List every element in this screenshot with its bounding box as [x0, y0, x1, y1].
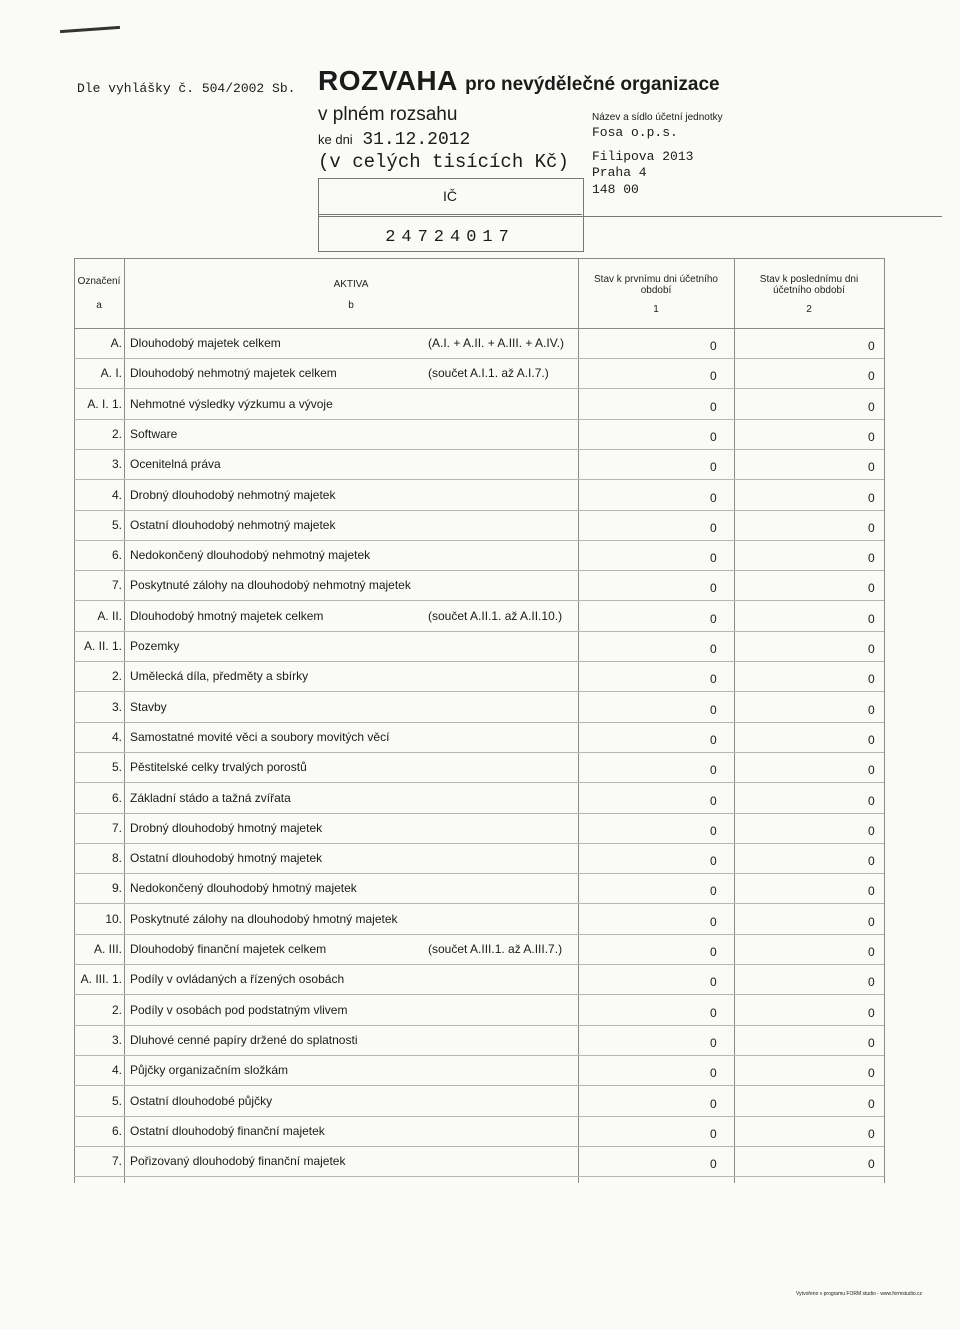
table-row	[74, 601, 884, 632]
table-row	[74, 722, 884, 753]
row-code: 4.	[111, 729, 122, 744]
row-code: 3.	[111, 457, 122, 472]
entity-label: Název a sídlo účetní jednotky	[592, 112, 723, 123]
row-formula: (A.I. + A.II. + A.III. + A.IV.)	[428, 336, 564, 350]
ico-divider	[318, 214, 582, 215]
units-note: (v celých tisících Kč)	[318, 151, 569, 173]
row-code: A. I. 1.	[87, 396, 122, 411]
table-row	[74, 1146, 884, 1177]
row-label: Nehmotné výsledky výzkumu a vývoje	[130, 396, 333, 411]
row-code: 4.	[111, 1063, 122, 1078]
document-scope: v plném rozsahu	[318, 104, 458, 125]
row-value-first: 0	[710, 399, 717, 414]
row-label: Drobný dlouhodobý nehmotný majetek	[130, 487, 336, 502]
row-label: Samostatné movité věci a soubory movitých věcí	[130, 729, 390, 744]
row-value-first: 0	[710, 763, 717, 778]
row-label: Umělecká díla, předměty a sbírky	[130, 669, 309, 684]
row-code: 3.	[111, 699, 122, 714]
row-value-last: 0	[868, 702, 875, 717]
row-value-first: 0	[710, 581, 717, 596]
row-value-first: 0	[710, 854, 717, 869]
row-code: 7.	[111, 820, 122, 835]
row-value-last: 0	[868, 429, 875, 444]
row-code: 4.	[111, 487, 122, 502]
row-label: Drobný dlouhodobý hmotný majetek	[130, 820, 323, 835]
row-value-last: 0	[868, 490, 875, 505]
row-value-last: 0	[868, 460, 875, 475]
col-name-title: AKTIVA	[333, 279, 369, 290]
ico-label: IČ	[443, 188, 457, 204]
table-row	[74, 480, 884, 511]
col-first-sub: 1	[653, 304, 659, 315]
table-row	[74, 389, 884, 420]
row-code: 2.	[111, 426, 122, 441]
row-label: Ostatní dlouhodobý nehmotný majetek	[130, 517, 336, 532]
ico-value: 24724017	[385, 228, 515, 247]
row-code: A. II.	[97, 608, 122, 623]
row-code: A. II. 1.	[83, 639, 122, 653]
col-last-sub: 2	[806, 304, 812, 315]
row-value-first: 0	[710, 884, 717, 899]
row-label: Dlouhodobý majetek celkem	[130, 336, 281, 350]
row-label: Ostatní dlouhodobý hmotný majetek	[130, 851, 323, 866]
row-value-first: 0	[710, 642, 717, 656]
table-row	[74, 449, 884, 480]
header-rule	[318, 216, 942, 217]
row-code: 2.	[111, 1002, 122, 1017]
row-value-first: 0	[710, 823, 717, 838]
row-label: Pořizovaný dlouhodobý finanční majetek	[130, 1154, 346, 1169]
document-title	[318, 65, 720, 97]
row-value-first: 0	[710, 1126, 717, 1141]
table-row	[74, 570, 884, 601]
table-row	[74, 995, 884, 1026]
row-code: 5.	[111, 760, 122, 775]
row-code: A.	[110, 336, 122, 350]
row-label: Základní stádo a tažná zvířata	[130, 790, 291, 805]
entity-zip: 148 00	[592, 181, 639, 197]
row-value-last: 0	[868, 520, 875, 535]
table-top-border	[74, 258, 884, 259]
row-label: Nedokončený dlouhodobý nehmotný majetek	[130, 548, 371, 563]
row-value-last: 0	[868, 1096, 875, 1111]
row-label: Ostatní dlouhodobý finanční majetek	[130, 1123, 325, 1138]
row-label: Dluhové cenné papíry držené do splatnosti	[130, 1032, 358, 1047]
row-code: A. I.	[100, 366, 122, 381]
table-row	[74, 661, 884, 692]
col-code-title: Označení	[77, 276, 121, 287]
row-label: Pozemky	[130, 639, 180, 653]
row-value-last: 0	[868, 672, 875, 687]
row-formula: (součet A.III.1. až A.III.7.)	[428, 942, 563, 956]
row-value-first: 0	[710, 672, 717, 687]
row-value-last: 0	[868, 369, 875, 384]
row-value-first: 0	[710, 490, 717, 505]
table-row	[74, 813, 884, 844]
row-label: Dlouhodobý nehmotný majetek celkem	[130, 366, 337, 381]
row-code: 5.	[111, 1093, 122, 1108]
date-label: ke dni	[318, 132, 353, 147]
row-label: Půjčky organizačním složkám	[130, 1063, 289, 1078]
table-row	[74, 873, 884, 904]
row-label: Poskytnuté zálohy na dlouhodobý hmotný majetek	[130, 911, 398, 926]
row-code: A. III. 1.	[80, 972, 122, 987]
title-rest: pro nevýdělečné organizace	[465, 74, 720, 95]
table-row	[74, 1116, 884, 1147]
row-code: 7.	[111, 1154, 122, 1169]
row-label: Podíly v osobách pod podstatným vlivem	[130, 1002, 348, 1017]
entity-street: Filipova 2013	[592, 148, 694, 164]
row-label: Poskytnuté zálohy na dlouhodobý nehmotný majetek	[130, 578, 411, 593]
row-formula: (součet A.I.1. až A.I.7.)	[428, 366, 549, 381]
row-value-first: 0	[710, 975, 717, 990]
entity-block	[592, 125, 693, 198]
row-formula: (součet A.II.1. až A.II.10.)	[428, 608, 563, 623]
table-row	[74, 904, 884, 935]
row-value-last: 0	[868, 399, 875, 414]
row-label: Ostatní dlouhodobé půjčky	[130, 1093, 273, 1108]
row-value-first: 0	[710, 1005, 717, 1020]
row-value-last: 0	[868, 823, 875, 838]
row-value-last: 0	[868, 1005, 875, 1020]
row-value-last: 0	[868, 611, 875, 626]
table-row	[74, 358, 884, 389]
row-value-first: 0	[710, 369, 717, 384]
row-code: 10.	[105, 911, 122, 926]
table-row	[74, 752, 884, 783]
entity-city: Praha 4	[592, 165, 647, 180]
row-value-last: 0	[868, 1157, 875, 1172]
entity-name: Fosa o.p.s.	[592, 125, 678, 140]
row-value-first: 0	[710, 520, 717, 535]
row-code: 8.	[111, 851, 122, 866]
row-value-last: 0	[868, 1066, 875, 1081]
row-value-first: 0	[710, 460, 717, 475]
col-first-title: Stav k prvnímu dni účetního období	[594, 274, 718, 296]
table-row	[74, 510, 884, 541]
row-code: 6.	[111, 1123, 122, 1138]
table-row	[74, 419, 884, 450]
col-last-title: Stav k poslednímu dni účetního období	[759, 274, 859, 296]
row-code: A. III.	[93, 942, 122, 956]
table-row	[74, 1055, 884, 1086]
table-row	[74, 692, 884, 723]
row-value-last: 0	[868, 339, 875, 353]
title-main: ROZVAHA	[318, 65, 457, 96]
row-value-first: 0	[710, 1096, 717, 1111]
date-line	[318, 130, 470, 150]
row-code: 9.	[111, 881, 122, 896]
row-code: 6.	[111, 790, 122, 805]
row-label: Dlouhodobý hmotný majetek celkem	[130, 608, 324, 623]
row-value-last: 0	[868, 914, 875, 929]
row-code: 3.	[111, 1032, 122, 1047]
row-value-first: 0	[710, 1157, 717, 1172]
scan-artifact	[60, 26, 120, 33]
row-label: Software	[130, 426, 178, 441]
row-value-last: 0	[868, 581, 875, 596]
row-code: 5.	[111, 517, 122, 532]
table-row	[74, 843, 884, 874]
row-value-first: 0	[710, 1066, 717, 1081]
row-code: 6.	[111, 548, 122, 563]
table-row	[74, 934, 884, 965]
row-label: Podíly v ovládaných a řízených osobách	[130, 972, 345, 987]
table-right-border	[884, 258, 885, 1183]
row-value-last: 0	[868, 975, 875, 990]
row-value-last: 0	[868, 1035, 875, 1050]
row-code: 7.	[111, 578, 122, 593]
row-label: Dlouhodobý finanční majetek celkem	[130, 942, 327, 956]
row-value-first: 0	[710, 914, 717, 929]
row-value-first: 0	[710, 429, 717, 444]
row-value-last: 0	[868, 763, 875, 778]
table-row	[74, 631, 884, 662]
decree-reference: Dle vyhlášky č. 504/2002 Sb.	[77, 81, 296, 96]
row-value-first: 0	[710, 945, 717, 959]
date-value: 31.12.2012	[362, 130, 471, 150]
row-value-last: 0	[868, 793, 875, 808]
table-row	[74, 964, 884, 995]
row-value-first: 0	[710, 732, 717, 747]
table-row	[74, 540, 884, 571]
row-label: Ocenitelná práva	[130, 457, 221, 472]
row-value-last: 0	[868, 551, 875, 566]
col-name-sub: b	[348, 300, 354, 311]
table-row	[74, 1025, 884, 1056]
table-row	[74, 328, 884, 359]
row-value-first: 0	[710, 611, 717, 626]
row-value-last: 0	[868, 732, 875, 747]
row-value-last: 0	[868, 1126, 875, 1141]
row-code: 2.	[111, 669, 122, 684]
row-value-first: 0	[710, 1035, 717, 1050]
row-value-first: 0	[710, 793, 717, 808]
row-value-first: 0	[710, 339, 717, 353]
row-value-last: 0	[868, 642, 875, 656]
row-value-first: 0	[710, 551, 717, 566]
row-label: Stavby	[130, 699, 167, 714]
row-label: Pěstitelské celky trvalých porostů	[130, 760, 307, 775]
row-value-last: 0	[868, 945, 875, 959]
row-value-first: 0	[710, 702, 717, 717]
row-value-last: 0	[868, 854, 875, 869]
col-code-sub: a	[96, 300, 102, 311]
table-row	[74, 1086, 884, 1117]
row-label: Nedokončený dlouhodobý hmotný majetek	[130, 881, 357, 896]
table-row	[74, 783, 884, 814]
row-value-last: 0	[868, 884, 875, 899]
footer-note: Vytvořeno v programu FORM studio - www.formstudio.cz	[796, 1291, 922, 1297]
